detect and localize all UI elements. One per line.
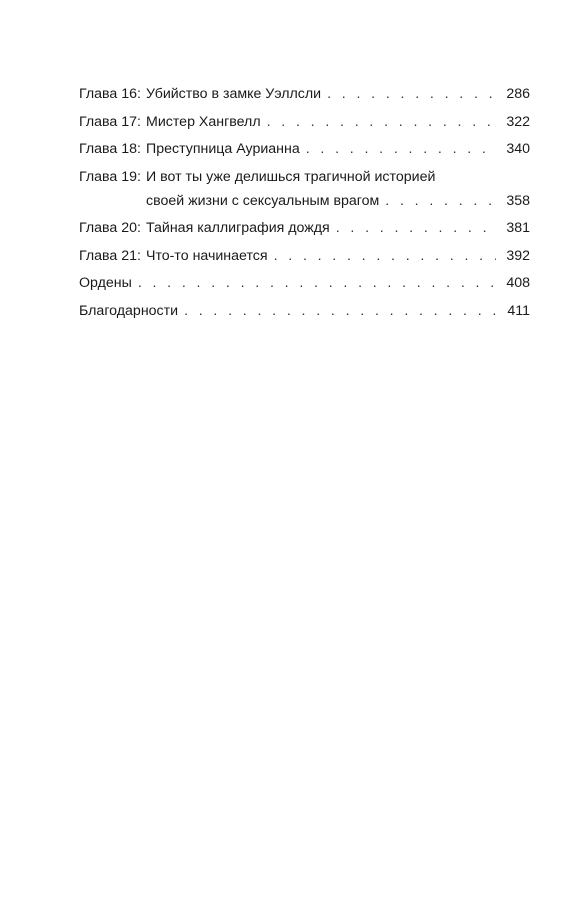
- chapter-title-line-1: И вот ты уже делишься трагичной историей: [146, 168, 436, 185]
- dot-leader: [267, 112, 496, 132]
- toc-entry-chapter-18: [79, 139, 530, 159]
- chapter-number: Глава 19:: [79, 168, 141, 185]
- page-number: 322: [506, 113, 530, 130]
- page-number: 392: [506, 247, 530, 264]
- dot-leader: [306, 139, 496, 159]
- toc-entry-chapter-20: [79, 218, 530, 238]
- dot-leader: [184, 301, 496, 321]
- chapter-number: Глава 17:: [79, 113, 141, 130]
- dot-leader: [327, 84, 496, 104]
- page-number: 286: [506, 86, 530, 102]
- chapter-title: Убийство в замке Уэллсли: [146, 86, 322, 102]
- toc-entry-chapter-21: [79, 246, 530, 266]
- page-number: 411: [507, 302, 530, 319]
- dot-leader: [274, 246, 496, 266]
- dot-leader: [385, 191, 496, 211]
- chapter-number: Глава 18:: [79, 141, 141, 157]
- toc-entry-chapter-16: [79, 84, 530, 104]
- chapter-title: Что-то начинается: [146, 247, 268, 264]
- toc-entry-orders: [79, 273, 530, 293]
- chapter-number: Глава 20:: [79, 220, 141, 236]
- section-title: Ордены: [79, 275, 132, 291]
- chapter-title: Мистер Хангвелл: [146, 113, 261, 130]
- page-number: 381: [506, 220, 530, 236]
- toc-entry-chapter-19: [79, 167, 530, 211]
- chapter-title-line-2: своей жизни с сексуальным врагом: [146, 192, 380, 209]
- dot-leader: [138, 273, 496, 293]
- page-number: 358: [506, 192, 530, 209]
- page-number: 408: [506, 275, 530, 291]
- section-title: Благодарности: [79, 302, 179, 319]
- page-number: 340: [506, 141, 530, 157]
- chapter-title: Преступница Аурианна: [146, 141, 300, 157]
- toc-entry-acknowledgements: [79, 301, 530, 321]
- toc-entry-chapter-17: [79, 112, 530, 132]
- table-of-contents: [79, 84, 530, 328]
- chapter-title: Тайная каллиграфия дождя: [146, 220, 330, 236]
- chapter-number: Глава 16:: [79, 86, 141, 102]
- chapter-number: Глава 21:: [79, 247, 141, 264]
- dot-leader: [336, 218, 496, 238]
